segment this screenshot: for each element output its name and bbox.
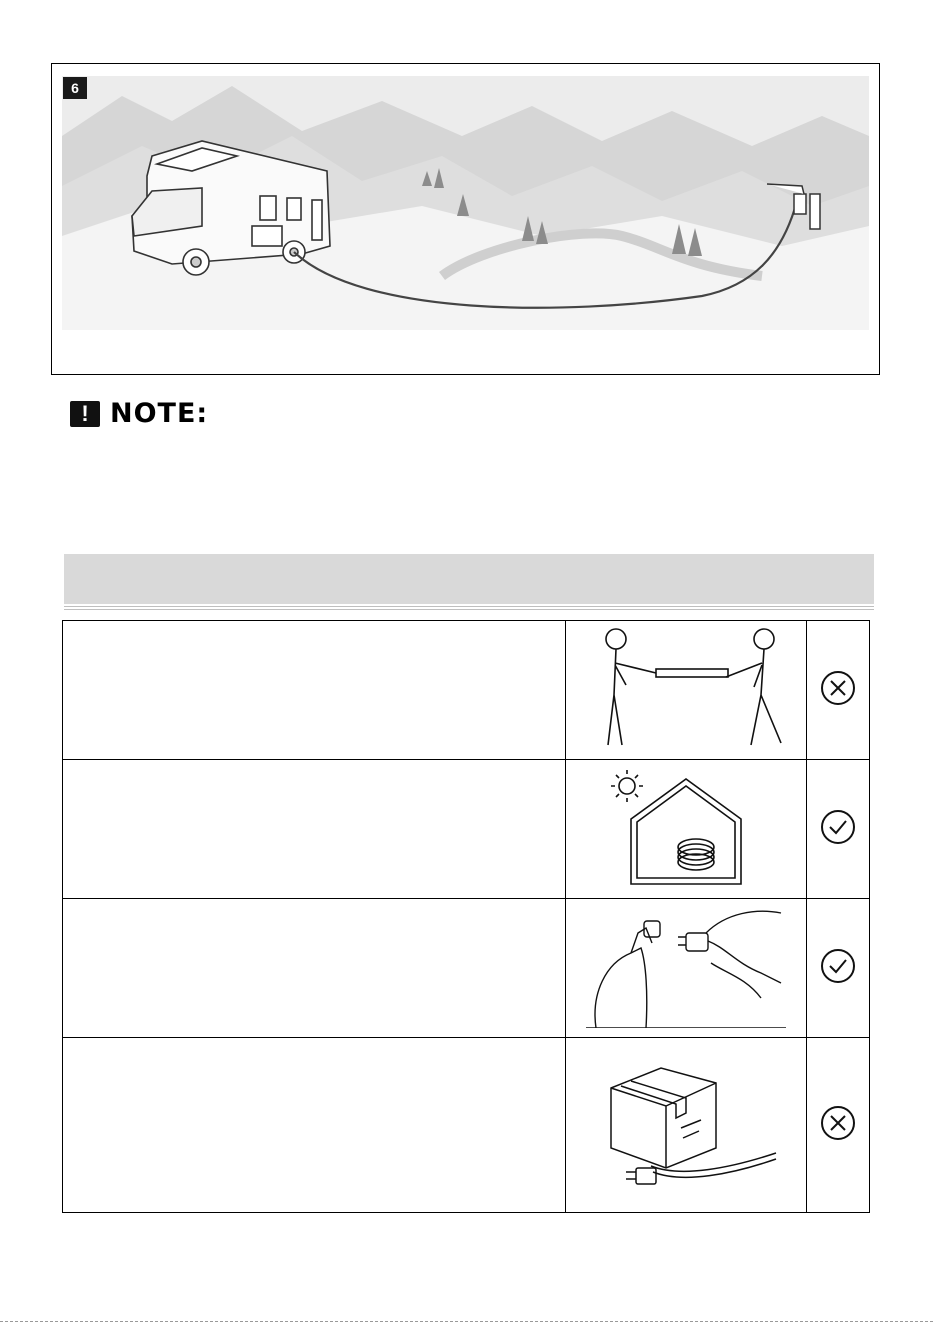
instruction-text-cell xyxy=(63,899,566,1038)
instruction-text-cell xyxy=(63,760,566,899)
verdict-cell xyxy=(807,899,870,1038)
illustration-cell xyxy=(566,760,807,899)
table-row xyxy=(63,760,870,899)
note-label: NOTE: xyxy=(110,398,209,429)
table-row xyxy=(63,899,870,1038)
hands-connecting-plugs-illustration xyxy=(586,903,786,1028)
verdict-cell xyxy=(807,760,870,899)
section-divider xyxy=(64,606,874,610)
figure-number-badge: 6 xyxy=(63,77,87,99)
verdict-cell xyxy=(807,1038,870,1213)
box-on-power-cord-illustration xyxy=(591,1048,781,1198)
table-row xyxy=(63,621,870,760)
table-row xyxy=(63,1038,870,1213)
instruction-text-cell xyxy=(63,1038,566,1213)
section-header-bar xyxy=(64,554,874,604)
page-edge-divider xyxy=(0,1321,933,1322)
two-people-pulling-cord-illustration xyxy=(586,625,786,750)
x-circle-icon xyxy=(820,1105,856,1141)
illustration-cell xyxy=(566,899,807,1038)
rv-winter-scene-illustration xyxy=(62,76,869,330)
check-circle-icon xyxy=(820,948,856,984)
illustration-cell xyxy=(566,1038,807,1213)
check-circle-icon xyxy=(820,809,856,845)
cord-care-table xyxy=(62,620,870,1213)
exclamation-icon: ! xyxy=(70,401,100,427)
illustration-cell xyxy=(566,621,807,760)
verdict-cell xyxy=(807,621,870,760)
coiled-cord-stored-indoors-illustration xyxy=(601,764,771,889)
note-heading xyxy=(70,398,208,429)
x-circle-icon xyxy=(820,670,856,706)
instruction-text-cell xyxy=(63,621,566,760)
